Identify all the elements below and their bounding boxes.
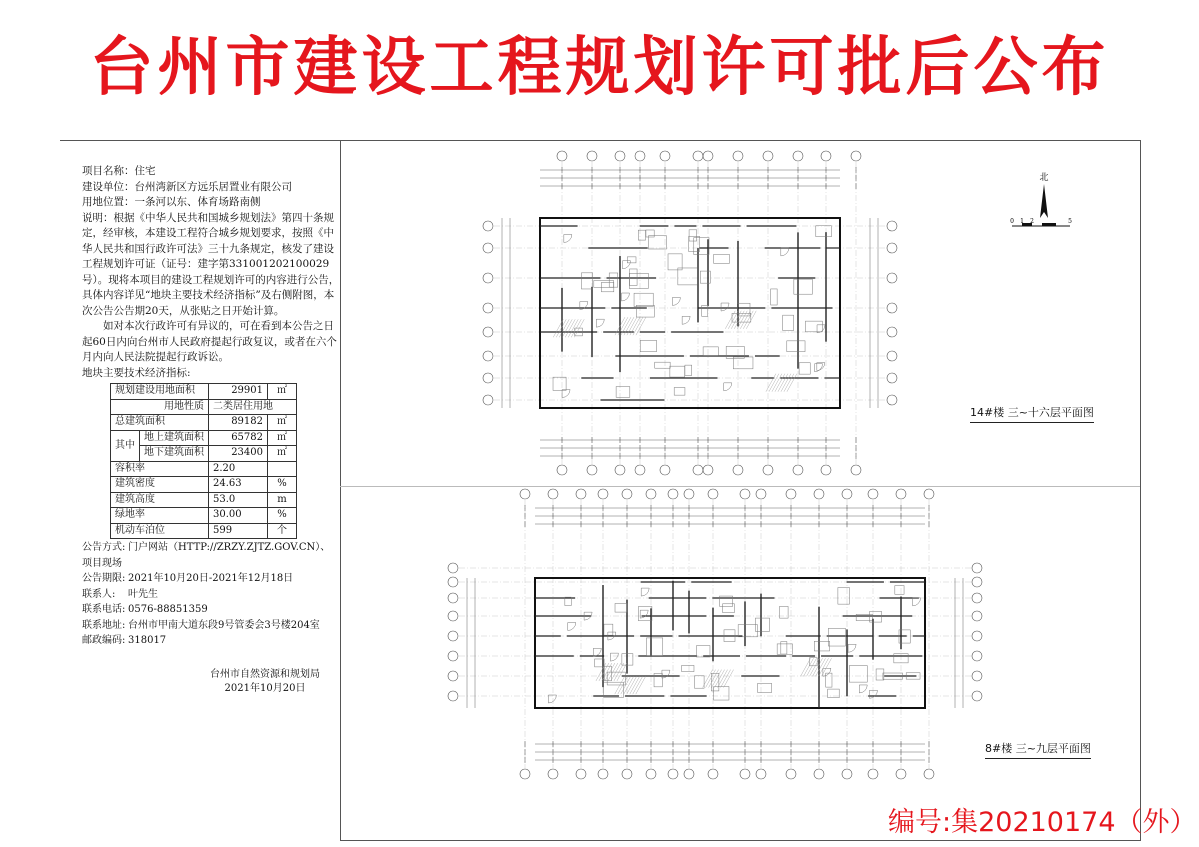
floor-plan-8-caption: 8#楼 三~九层平面图	[985, 740, 1091, 759]
publish-period-label: 公告期限:	[82, 573, 126, 584]
table-row	[111, 492, 297, 508]
issuing-authority: 台州市自然资源和规划局	[210, 669, 320, 680]
indicator-unit: m	[268, 492, 297, 508]
indicator-label: 建筑密度	[111, 477, 209, 493]
document-serial: 编号:集20210174（外）	[888, 807, 1197, 838]
indicator-unit: ㎡	[268, 384, 297, 400]
indicator-label: 容积率	[111, 461, 209, 477]
project-name: 项目名称：住宅	[82, 165, 156, 177]
zip-label: 邮政编码:	[82, 635, 126, 646]
explanation-text: 说明：根据《中华人民共和国城乡规划法》第四十条规定，经审核，本建设工程符合城乡规划要求，按照《中华人民共和国行政许可法》三十九条规定，核发了建设工程规划许可证（证号：建字第331001202100029号）。现将本项目的建设工程规划许可的内容进行公告，具体内容详见“地块主要技术经济指标”及右侧附图，本次公告公告期20天，从张贴之日开始计算。	[82, 211, 340, 317]
compass-icon	[1000, 168, 1090, 240]
publish-method-label: 公告方式:	[82, 542, 126, 553]
developer: 建设单位：台州湾新区方远乐居置业有限公司	[82, 180, 292, 193]
indicator-label: 建筑高度	[111, 492, 209, 508]
publish-period: 2021年10月20日-2021年12月18日	[128, 573, 294, 584]
indicator-side-label: 其中	[111, 430, 140, 461]
compass-label: 北	[1039, 173, 1049, 183]
scale-label: 2	[1030, 218, 1034, 225]
floor-plan-14	[480, 148, 900, 478]
contact-person-row	[82, 587, 340, 603]
indicator-value: 二类居住用地	[209, 399, 297, 415]
floor-plan-14-caption: 14#楼 三~十六层平面图	[970, 404, 1094, 423]
publish-period-row	[82, 571, 340, 587]
indicator-label: 绿地率	[111, 508, 209, 524]
indicator-value: 89182	[209, 415, 268, 431]
indicator-value: 599	[209, 523, 268, 539]
table-row	[111, 384, 297, 400]
indicator-unit: %	[268, 508, 297, 524]
page-title: 台州市建设工程规划许可批后公布	[89, 31, 1110, 105]
indicator-label: 地下建筑面积	[140, 446, 209, 462]
scale-label: 0	[1010, 218, 1014, 225]
objection-text: 如对本次行政许可有异议的，可在看到本公告之日起60日内向台州市人民政府提起行政复议，或者在六个月内向人民法院提起行政诉讼。	[82, 320, 337, 363]
contact-person: 叶先生	[128, 588, 158, 600]
indicator-value: 29901	[209, 384, 268, 400]
indicator-value: 65782	[209, 430, 268, 446]
indicator-table	[110, 383, 297, 539]
zip-row	[82, 633, 340, 649]
header-divider	[60, 140, 1141, 141]
indicator-label: 总建筑面积	[111, 415, 209, 431]
indicator-value: 30.00	[209, 508, 268, 524]
table-row	[111, 399, 297, 415]
indicator-label: 规划建设用地面积	[111, 384, 209, 400]
panel-divider	[340, 140, 341, 840]
table-row	[111, 430, 297, 446]
indicator-unit: ㎡	[268, 446, 297, 462]
table-row	[111, 508, 297, 524]
contact-phone-label: 联系电话:	[82, 604, 126, 615]
contact-person-label: 联系人:	[82, 588, 116, 600]
table-row	[111, 477, 297, 493]
scale-label: 1	[1020, 218, 1024, 225]
scale-label: 5	[1068, 218, 1072, 225]
publish-method-row	[82, 540, 340, 571]
table-row	[111, 415, 297, 431]
land-location: 用地位置：一条河以东、体育场路南侧	[82, 196, 261, 208]
table-row	[111, 461, 297, 477]
indicator-value: 53.0	[209, 492, 268, 508]
issue-date: 2021年10月20日	[224, 683, 306, 694]
indicator-unit: 个	[268, 523, 297, 539]
indicator-unit: %	[268, 477, 297, 493]
contact-address: 台州市甲南大道东段9号管委会3号楼204室	[128, 619, 320, 631]
indicator-unit: ㎡	[268, 430, 297, 446]
indicator-unit	[268, 461, 297, 477]
indicator-value: 24.63	[209, 477, 268, 493]
indicator-value: 23400	[209, 446, 268, 462]
indicator-label: 机动车泊位	[111, 523, 209, 539]
indicator-table-caption: 地块主要技术经济指标:	[82, 366, 191, 379]
indicator-label: 用地性质	[111, 399, 209, 415]
indicator-value: 2.20	[209, 461, 268, 477]
contact-address-row	[82, 618, 340, 634]
floor-plan-8	[445, 486, 985, 782]
bottom-border	[340, 840, 1141, 841]
contact-phone: 0576-88851359	[128, 604, 208, 615]
right-border	[1140, 140, 1141, 840]
indicator-label: 地上建筑面积	[140, 430, 209, 446]
indicator-unit: ㎡	[268, 415, 297, 431]
zip-code: 318017	[128, 635, 167, 646]
contact-phone-row	[82, 602, 340, 618]
contact-address-label: 联系地址:	[82, 619, 126, 631]
publish-method: 门户网站（HTTP://ZRZY.ZJTZ.GOV.CN）、项目现场	[82, 542, 331, 569]
notice-panel	[82, 164, 340, 649]
signoff-block	[210, 668, 320, 696]
contact-block	[82, 540, 340, 649]
table-row	[111, 523, 297, 539]
